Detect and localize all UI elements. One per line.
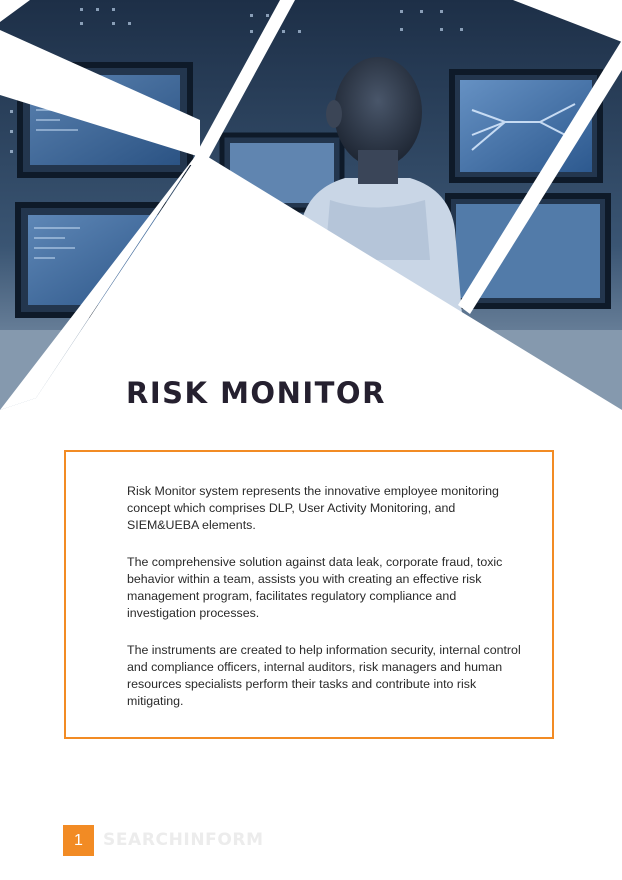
paragraph-intro: Risk Monitor system represents the innovative employee monitoring concept which comprises DLP, User Activity Monitoring, and SIEM&UEBA elements. <box>127 484 499 532</box>
hero-photo <box>0 0 622 410</box>
paragraph-instruments: The instruments are created to help information security, internal control and compliance officers, internal auditors, risk managers and human resources specialists perform their tasks and contribute into risk mitigating. <box>127 643 521 708</box>
description-box <box>64 450 554 739</box>
page-title: RISK MONITOR <box>126 376 386 410</box>
page-number-badge: 1 <box>63 825 94 856</box>
paragraph-solution: The comprehensive solution against data leak, corporate fraud, toxic behavior within a team, assists you with creating an effective risk management program, facilitates regulatory compliance and investigation processes. <box>127 555 503 620</box>
brand-logo-text: SEARCHINFORM <box>103 830 264 850</box>
